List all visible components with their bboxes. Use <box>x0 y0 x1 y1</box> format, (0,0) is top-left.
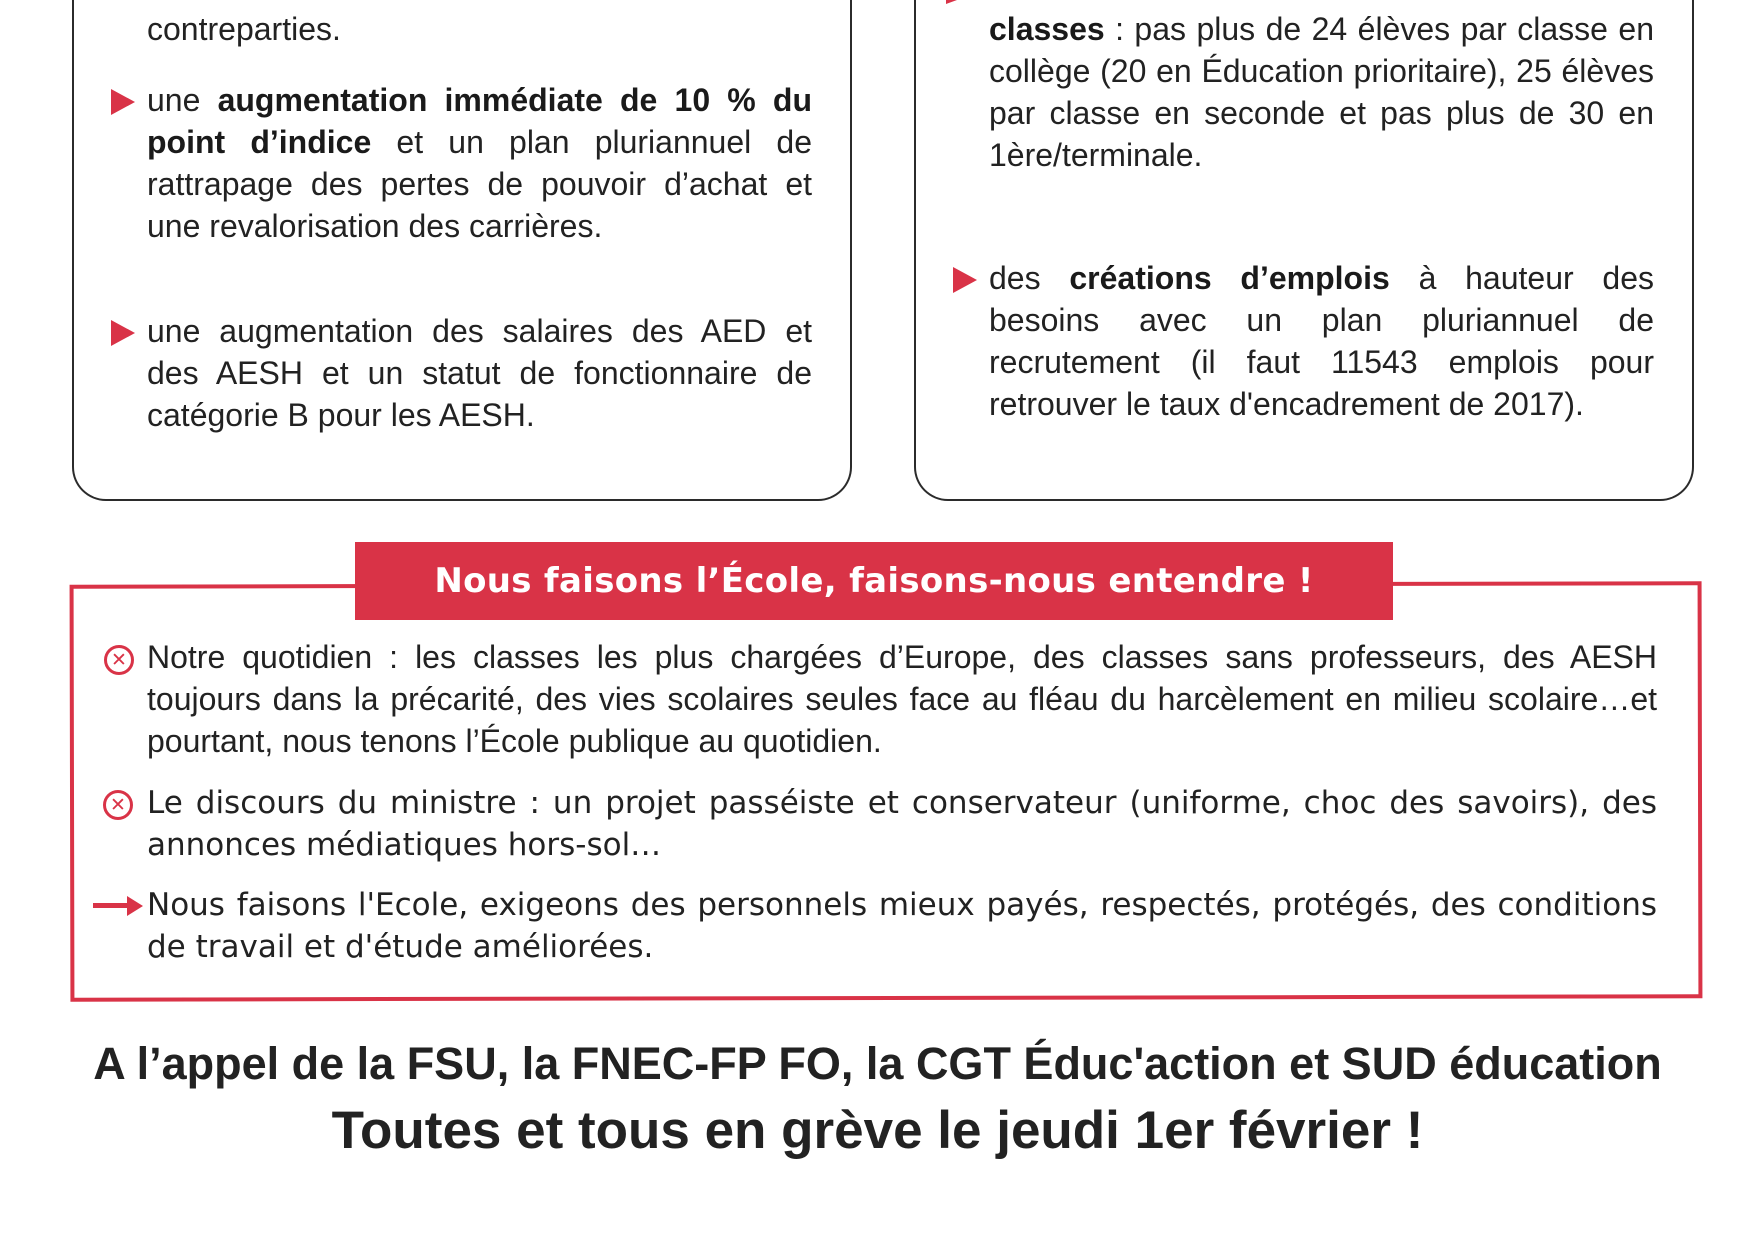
right-item-job-creation: des créations d’emplois à hauteur des besoins avec un plan pluriannuel de recrutement (il faut 11543 emplois pour retrouver le taux d'encadrement de 2017). <box>989 260 1655 422</box>
circled-x-icon: ✕ <box>103 790 133 820</box>
statement-minister-speech: Le discours du ministre : un projet passéiste et conservateur (uniforme, choc des savoirs), des annonces médiatiques hors-sol… <box>147 785 1657 863</box>
circled-x-icon: ✕ <box>104 645 134 675</box>
right-item-class-size: classes : pas plus de 24 élèves par classe en collège (20 en Éducation prioritaire), 25 élèves par classe en seconde et pas plus de 30 en 1ère/terminale. <box>989 11 1654 173</box>
red-triangle-bullet-icon <box>953 267 977 293</box>
left-item-salary-index: une augmentation immédiate de 10 % du point d’indice et un plan pluriannuel de rattrapage des pertes de pouvoir d’achat et une revalorisation des carrières. <box>147 82 813 244</box>
red-arrow-icon <box>93 896 143 916</box>
statement-daily-reality: Notre quotidien : les classes les plus chargées d’Europe, des classes sans professeurs, des AESH toujours dans la précarité, des vies scolaires seules face au fléau du harcèlement en milieu scolaire…et pourtant, nous tenons l’École publique au quotidien. <box>147 639 1657 759</box>
left-item-aed-aesh: une augmentation des salaires des AED et des AESH et un statut de fonctionnaire de catégorie B pour les AESH. <box>147 313 812 433</box>
union-call-heading: A l’appel de la FSU, la FNEC-FP FO, la CGT Éduc'action et SUD éducation <box>93 1038 1662 1089</box>
red-triangle-bullet-icon <box>111 89 135 115</box>
strike-date-heading: Toutes et tous en grève le jeudi 1er février ! <box>331 1101 1424 1160</box>
red-triangle-bullet-icon <box>111 320 135 346</box>
statement-we-make-school: Nous faisons l'Ecole, exigeons des personnels mieux payés, respectés, protégés, des conditions de travail et d'étude améliorées. <box>147 887 1657 965</box>
left-partial-text: contreparties. <box>147 11 341 47</box>
banner-title: Nous faisons l’École, faisons-nous entendre ! <box>355 542 1393 620</box>
